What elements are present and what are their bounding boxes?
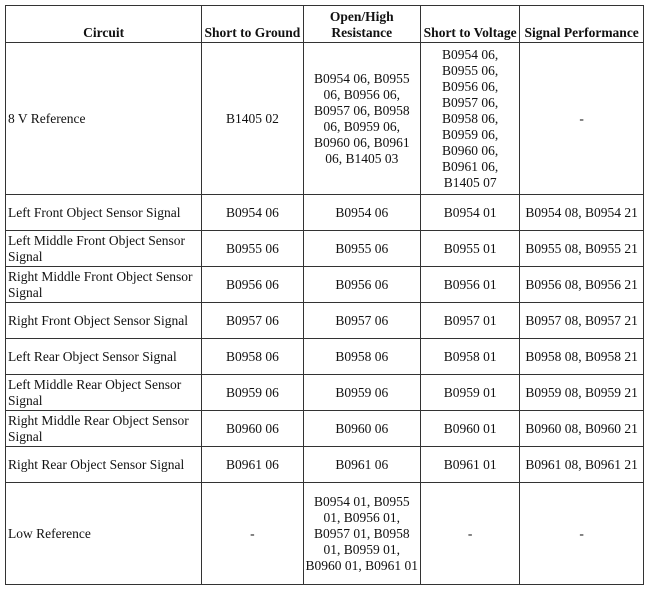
short-to-ground-cell: B0954 06	[202, 195, 303, 231]
table-row	[6, 43, 644, 195]
short-to-voltage-cell: B0959 01	[421, 375, 520, 411]
short-to-ground-cell: B1405 02	[202, 43, 303, 195]
table-row	[6, 267, 644, 303]
signal-performance-cell: B0956 08, B0956 21	[520, 267, 644, 303]
header-row	[6, 6, 644, 43]
header-short-to-voltage: Short to Voltage	[421, 6, 520, 43]
table-row	[6, 375, 644, 411]
open-high-resistance-cell: B0958 06	[303, 339, 421, 375]
short-to-voltage-cell: B0954 06, B0955 06, B0956 06, B0957 06, B0958 06, B0959 06, B0960 06, B0961 06, B1405 07	[421, 43, 520, 195]
circuit-cell: Right Rear Object Sensor Signal	[6, 447, 202, 483]
circuit-cell: Right Front Object Sensor Signal	[6, 303, 202, 339]
short-to-ground-cell: -	[202, 483, 303, 585]
circuit-cell: Low Reference	[6, 483, 202, 585]
open-high-resistance-cell: B0956 06	[303, 267, 421, 303]
circuit-cell: Left Front Object Sensor Signal	[6, 195, 202, 231]
open-high-resistance-cell: B0954 06, B0955 06, B0956 06, B0957 06, B0958 06, B0959 06, B0960 06, B0961 06, B1405 03	[303, 43, 421, 195]
header-open-high-resistance: Open/High Resistance	[303, 6, 421, 43]
short-to-voltage-cell: B0954 01	[421, 195, 520, 231]
table-row	[6, 195, 644, 231]
open-high-resistance-cell: B0959 06	[303, 375, 421, 411]
short-to-voltage-cell: B0958 01	[421, 339, 520, 375]
table-row	[6, 231, 644, 267]
dtc-circuit-table	[5, 5, 644, 585]
circuit-cell: Right Middle Rear Object Sensor Signal	[6, 411, 202, 447]
circuit-cell: Right Middle Front Object Sensor Signal	[6, 267, 202, 303]
table-row	[6, 411, 644, 447]
open-high-resistance-cell: B0960 06	[303, 411, 421, 447]
header-signal-performance: Signal Performance	[520, 6, 644, 43]
open-high-resistance-cell: B0961 06	[303, 447, 421, 483]
signal-performance-cell: -	[520, 483, 644, 585]
signal-performance-cell: B0957 08, B0957 21	[520, 303, 644, 339]
circuit-cell: Left Middle Rear Object Sensor Signal	[6, 375, 202, 411]
signal-performance-cell: B0959 08, B0959 21	[520, 375, 644, 411]
circuit-cell: Left Middle Front Object Sensor Signal	[6, 231, 202, 267]
signal-performance-cell: B0954 08, B0954 21	[520, 195, 644, 231]
short-to-voltage-cell: B0961 01	[421, 447, 520, 483]
signal-performance-cell: -	[520, 43, 644, 195]
signal-performance-cell: B0958 08, B0958 21	[520, 339, 644, 375]
short-to-ground-cell: B0961 06	[202, 447, 303, 483]
header-short-to-ground: Short to Ground	[202, 6, 303, 43]
open-high-resistance-cell: B0954 01, B0955 01, B0956 01, B0957 01, B0958 01, B0959 01, B0960 01, B0961 01	[303, 483, 421, 585]
table-row	[6, 483, 644, 585]
short-to-ground-cell: B0956 06	[202, 267, 303, 303]
short-to-voltage-cell: B0955 01	[421, 231, 520, 267]
circuit-cell: Left Rear Object Sensor Signal	[6, 339, 202, 375]
short-to-ground-cell: B0960 06	[202, 411, 303, 447]
short-to-ground-cell: B0959 06	[202, 375, 303, 411]
short-to-voltage-cell: B0956 01	[421, 267, 520, 303]
circuit-cell: 8 V Reference	[6, 43, 202, 195]
short-to-voltage-cell: B0960 01	[421, 411, 520, 447]
short-to-voltage-cell: -	[421, 483, 520, 585]
short-to-ground-cell: B0955 06	[202, 231, 303, 267]
open-high-resistance-cell: B0957 06	[303, 303, 421, 339]
table-row	[6, 447, 644, 483]
short-to-voltage-cell: B0957 01	[421, 303, 520, 339]
signal-performance-cell: B0955 08, B0955 21	[520, 231, 644, 267]
signal-performance-cell: B0961 08, B0961 21	[520, 447, 644, 483]
header-circuit: Circuit	[6, 6, 202, 43]
short-to-ground-cell: B0957 06	[202, 303, 303, 339]
table-row	[6, 303, 644, 339]
short-to-ground-cell: B0958 06	[202, 339, 303, 375]
open-high-resistance-cell: B0955 06	[303, 231, 421, 267]
signal-performance-cell: B0960 08, B0960 21	[520, 411, 644, 447]
open-high-resistance-cell: B0954 06	[303, 195, 421, 231]
table-row	[6, 339, 644, 375]
